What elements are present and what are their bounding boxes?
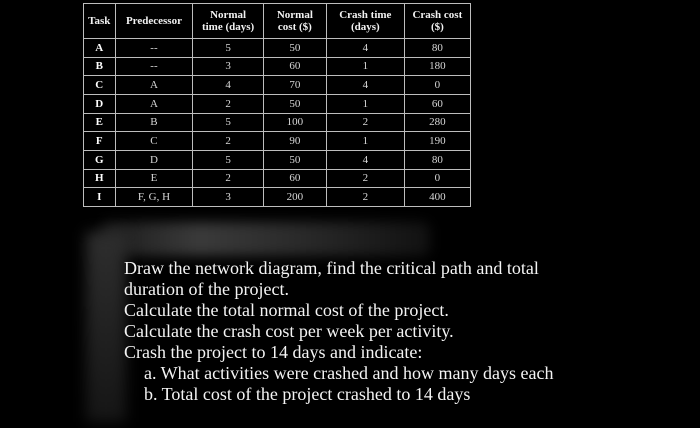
cell-normal-cost: 100	[263, 113, 326, 132]
header-normal-time: Normal time (days)	[193, 4, 263, 39]
question-list	[124, 258, 684, 405]
cell-task: C	[84, 76, 116, 95]
cell-crash-cost: 400	[404, 188, 470, 207]
cell-crash-cost: 60	[404, 94, 470, 113]
question-1-line-1: Draw the network diagram, find the critical path and total	[124, 258, 539, 278]
cell-task: I	[84, 188, 116, 207]
cell-predecessor: A	[115, 76, 193, 95]
table-row	[84, 188, 471, 207]
cell-crash-time: 4	[326, 150, 404, 169]
cell-predecessor: E	[115, 169, 193, 188]
cell-crash-cost: 190	[404, 132, 470, 151]
header-task: Task	[84, 4, 116, 39]
cell-crash-time: 2	[326, 113, 404, 132]
cell-normal-time: 2	[193, 132, 263, 151]
cell-normal-cost: 50	[263, 39, 326, 58]
cell-normal-cost: 50	[263, 150, 326, 169]
cell-predecessor: D	[115, 150, 193, 169]
question-3: Calculate the crash cost per week per activity.	[124, 321, 454, 341]
cell-crash-time: 1	[326, 132, 404, 151]
cell-crash-time: 4	[326, 39, 404, 58]
cell-normal-cost: 60	[263, 57, 326, 76]
table-row	[84, 76, 471, 95]
cell-normal-cost: 70	[263, 76, 326, 95]
cell-normal-time: 2	[193, 169, 263, 188]
cell-task: D	[84, 94, 116, 113]
activity-table	[83, 3, 471, 207]
cell-task: A	[84, 39, 116, 58]
blurred-region	[100, 222, 430, 256]
cell-predecessor: --	[115, 57, 193, 76]
question-4b: b. Total cost of the project crashed to 14 days	[144, 384, 471, 404]
cell-normal-cost: 90	[263, 132, 326, 151]
header-crash-cost: Crash cost ($)	[404, 4, 470, 39]
cell-normal-cost: 60	[263, 169, 326, 188]
cell-task: F	[84, 132, 116, 151]
table-row	[84, 169, 471, 188]
cell-normal-time: 5	[193, 150, 263, 169]
cell-task: H	[84, 169, 116, 188]
cell-task: B	[84, 57, 116, 76]
cell-crash-time: 1	[326, 57, 404, 76]
table-row	[84, 39, 471, 58]
cell-predecessor: C	[115, 132, 193, 151]
cell-predecessor: F, G, H	[115, 188, 193, 207]
cell-normal-time: 2	[193, 94, 263, 113]
table-row	[84, 132, 471, 151]
cell-predecessor: --	[115, 39, 193, 58]
cell-crash-cost: 80	[404, 39, 470, 58]
header-row	[84, 4, 471, 39]
cell-normal-time: 3	[193, 57, 263, 76]
table-row	[84, 150, 471, 169]
table-row	[84, 57, 471, 76]
question-2: Calculate the total normal cost of the project.	[124, 300, 449, 320]
cell-task: G	[84, 150, 116, 169]
cell-crash-cost: 0	[404, 76, 470, 95]
header-crash-time: Crash time (days)	[326, 4, 404, 39]
question-4a: a. What activities were crashed and how many days each	[144, 363, 554, 383]
cell-crash-time: 4	[326, 76, 404, 95]
cell-task: E	[84, 113, 116, 132]
table-row	[84, 113, 471, 132]
cell-crash-cost: 80	[404, 150, 470, 169]
cell-normal-time: 4	[193, 76, 263, 95]
cell-crash-time: 1	[326, 94, 404, 113]
question-1-line-2: duration of the project.	[124, 279, 289, 299]
cell-normal-cost: 50	[263, 94, 326, 113]
cell-normal-time: 5	[193, 39, 263, 58]
cell-crash-cost: 0	[404, 169, 470, 188]
cell-normal-time: 5	[193, 113, 263, 132]
cell-predecessor: A	[115, 94, 193, 113]
cell-crash-cost: 280	[404, 113, 470, 132]
header-predecessor: Predecessor	[115, 4, 193, 39]
cell-predecessor: B	[115, 113, 193, 132]
cell-crash-cost: 180	[404, 57, 470, 76]
blurred-region-left	[86, 232, 126, 422]
cell-crash-time: 2	[326, 169, 404, 188]
activity-table-container	[83, 3, 471, 207]
cell-crash-time: 2	[326, 188, 404, 207]
cell-normal-cost: 200	[263, 188, 326, 207]
question-4: Crash the project to 14 days and indicate:	[124, 342, 423, 362]
cell-normal-time: 3	[193, 188, 263, 207]
header-normal-cost: Normal cost ($)	[263, 4, 326, 39]
table-row	[84, 94, 471, 113]
